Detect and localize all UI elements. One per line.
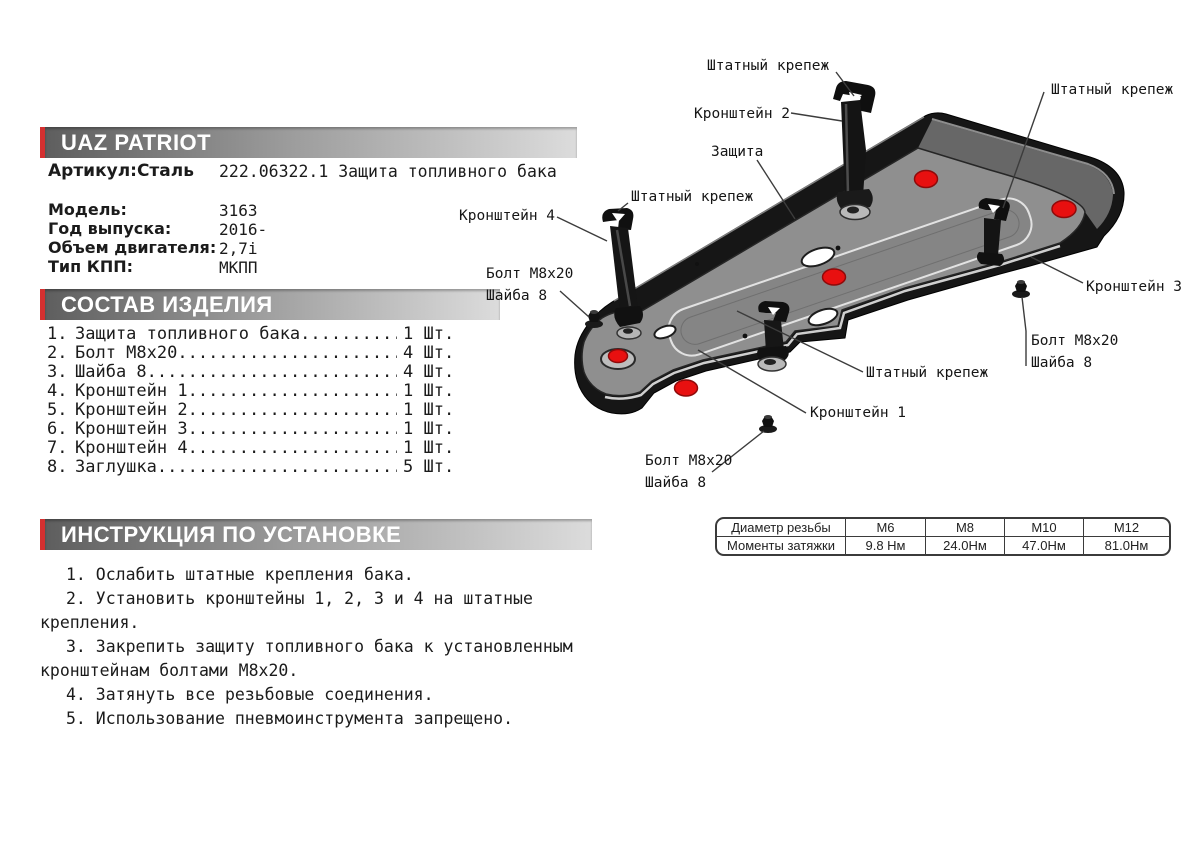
- dot-leader: [188, 420, 397, 439]
- torque-table: [715, 517, 1171, 556]
- callout-bolt-label: Болт М8х20: [645, 453, 733, 469]
- instruction-step: 5. Использование пневмоинструмента запрещено.: [66, 709, 514, 728]
- callout-kronshteyn-4: Кронштейн 4: [459, 208, 556, 224]
- article-value: 222.06322.1 Защита топливного бака: [219, 162, 557, 181]
- parts-list-item: 4. Кронштейн 1 ..... 1 Шт.: [47, 382, 459, 401]
- plate-hole-dot: [836, 246, 841, 251]
- instructions-text: [40, 563, 596, 731]
- dot-leader: [188, 439, 397, 458]
- brand-title: UAZ PATRIOT: [61, 130, 212, 155]
- red-plug: [609, 350, 628, 363]
- dot-leader: [147, 363, 397, 382]
- callout-kronshteyn-1: Кронштейн 1: [810, 405, 907, 421]
- instruction-step: 3. Закрепить защиту топливного бака к установленным кронштейнам болтами М8х20.: [40, 637, 573, 680]
- spec-value-gearbox: МКПП: [219, 258, 258, 277]
- parts-list: [47, 325, 459, 477]
- spec-label-engine: Объем двигателя:: [48, 238, 217, 257]
- parts-list-item: 6. Кронштейн 3 ..... 1 Шт.: [47, 420, 459, 439]
- callout-shayba-label: Шайба 8: [486, 288, 548, 304]
- article-label: Артикул:Сталь: [48, 161, 194, 181]
- spec-label-model: Модель:: [48, 200, 127, 219]
- plate-hole-dot: [743, 334, 748, 339]
- spec-label-gearbox: Тип КПП:: [48, 257, 134, 276]
- instruction-step: 1. Ослабить штатные крепления бака.: [66, 565, 414, 584]
- dot-leader: [157, 458, 397, 477]
- bolt-m8x20: [759, 415, 777, 433]
- callout-shtatny-krepezh-left: Штатный крепеж: [631, 189, 754, 205]
- callout-bolt-right: [1031, 330, 1118, 374]
- callout-bolt-left: [486, 263, 573, 307]
- callout-shayba-label: Шайба 8: [1031, 355, 1093, 371]
- red-plug: [823, 269, 846, 285]
- composition-bar: [40, 289, 500, 320]
- red-plug: [1052, 201, 1076, 218]
- red-plug: [675, 380, 698, 396]
- callout-kronshteyn-3: Кронштейн 3: [1086, 279, 1183, 295]
- bolt-m8x20: [1012, 280, 1030, 298]
- spec-label-year: Год выпуска:: [48, 219, 172, 238]
- dot-leader: [177, 344, 397, 363]
- composition-title: СОСТАВ ИЗДЕЛИЯ: [61, 292, 273, 317]
- callout-shayba-label: Шайба 8: [645, 475, 707, 491]
- torque-table-value-row: Моменты затяжки 9.8 Нм 24.0Нм 47.0Нм 81.0Нм: [717, 537, 1169, 554]
- parts-list-item: 5. Кронштейн 2 ..... 1 Шт.: [47, 401, 459, 420]
- spec-value-year: 2016-: [219, 220, 268, 239]
- instruction-step: 2. Установить кронштейны 1, 2, 3 и 4 на штатные крепления.: [40, 589, 533, 632]
- instructions-bar: [40, 519, 592, 550]
- callout-bolt-label: Болт М8х20: [486, 266, 574, 282]
- parts-list-item: 1. Защита топливного бака ..... 1 Шт.: [47, 325, 459, 344]
- callout-shtatny-krepezh-bottom: Штатный крепеж: [866, 365, 989, 381]
- instruction-step: 4. Затянуть все резьбовые соединения.: [66, 685, 434, 704]
- parts-list-item: 8. Заглушка ..... 5 Шт.: [47, 458, 459, 477]
- callout-shtatny-krepezh-top: Штатный крепеж: [707, 58, 830, 74]
- torque-table-header-row: Диаметр резьбы М6 М8 М10 М12: [717, 519, 1169, 537]
- dot-leader: [188, 401, 397, 420]
- parts-list-item: 3. Шайба 8 ..... 4 Шт.: [47, 363, 459, 382]
- callout-kronshteyn-2: Кронштейн 2: [694, 106, 791, 122]
- parts-list-item: 2. Болт М8х20 ..... 4 Шт.: [47, 344, 459, 363]
- callout-bolt-bottom: [645, 450, 732, 494]
- red-plug: [915, 171, 938, 188]
- callout-bolt-label: Болт М8х20: [1031, 333, 1119, 349]
- instructions-title: ИНСТРУКЦИЯ ПО УСТАНОВКЕ: [61, 522, 402, 547]
- callout-shtatny-krepezh-right: Штатный крепеж: [1051, 82, 1174, 98]
- plate-hole-dot: [695, 262, 699, 266]
- spec-value-model: 3163: [219, 201, 258, 220]
- callout-zashchita: Защита: [711, 144, 764, 160]
- dot-leader: [300, 325, 397, 344]
- parts-list-item: 7. Кронштейн 4 ..... 1 Шт.: [47, 439, 459, 458]
- dot-leader: [188, 382, 397, 401]
- spec-value-engine: 2,7i: [219, 239, 258, 258]
